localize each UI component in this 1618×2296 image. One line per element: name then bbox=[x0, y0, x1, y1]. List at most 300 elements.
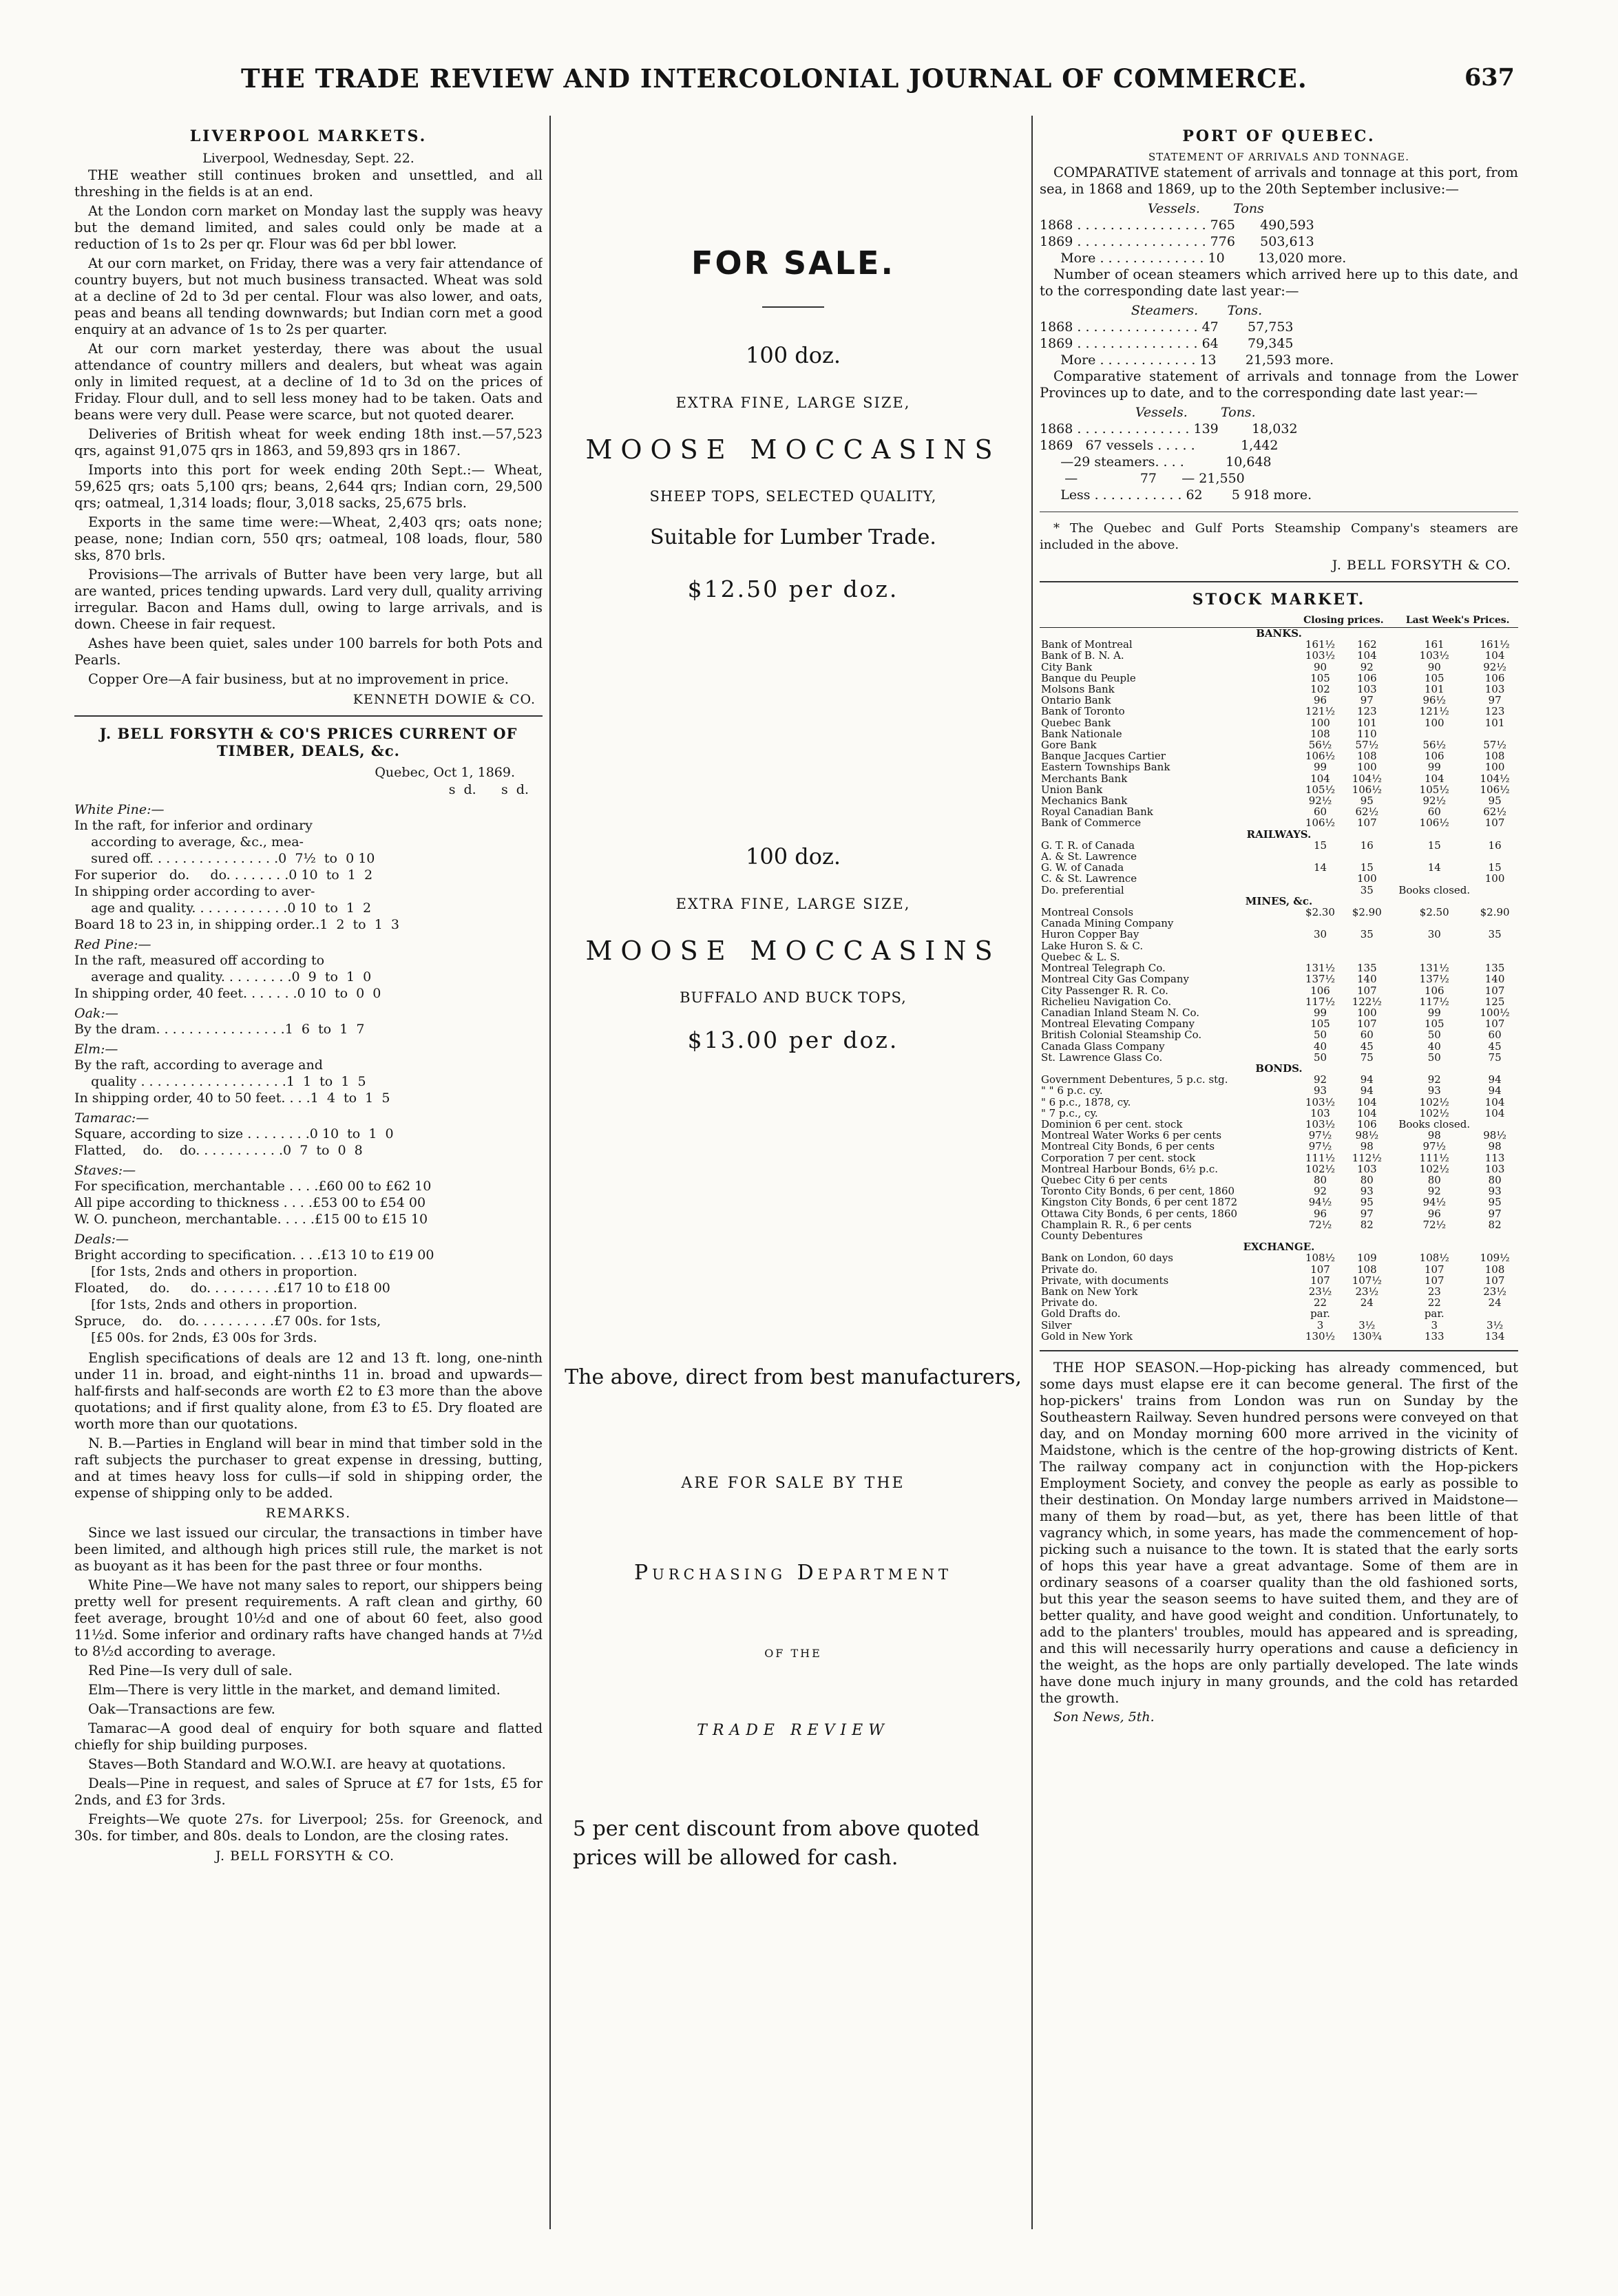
stock-gap bbox=[1390, 1252, 1397, 1263]
stock-closing-low: 108½ bbox=[1305, 1252, 1336, 1264]
stock-last-low: 50 bbox=[1427, 1051, 1441, 1063]
stock-last-low: 80 bbox=[1427, 1174, 1441, 1186]
hop-season-article: THE HOP SEASON.—Hop-picking has already commenced, but some days must elapse ere it can become general. The first of the hop-pickers' trains from London was run on Sunday by the Southeastern Railway. Seven hundred persons were conveyed on that day, and on Monday morning 600 more arrived in the vicinity of Maidstone, which is the centre of the hop-growing districts of Kent. The railway company act in conjunction with the Hop-pickers Employment Society, and convey the people as early as possible to their destination. On Monday large numbers arrived in Maidstone—many of them by road—but, as yet, there has been little of that vagrancy which, in some years, has made the commencement of hop-picking such a nuisance to the town. It is stated that the early sorts of hops this year have a great advantage. Some of them are in ordinary seasons of a coarser quality than the old fashioned sorts, but this year the season seems to have suited them, and they are of better quality, and have good weight and condition. Unfortunately, to add to the planters' troubles, mould has appeared and is spreading, and this will necessarily hurry operations and cause a deficiency in the weight, as the hops are only partially developed. The late winds have done much injury in many grounds, and the cold has retarded the growth. bbox=[1040, 1360, 1518, 1706]
stock-last-high: 97 bbox=[1488, 1208, 1502, 1219]
stock-last-high: 109½ bbox=[1480, 1252, 1510, 1264]
column-right bbox=[1040, 120, 1518, 2241]
stock-last-high bbox=[1471, 885, 1518, 896]
stock-closing-low: 103 bbox=[1310, 1107, 1330, 1119]
ad-spec-2: EXTRA FINE, LARGE SIZE, bbox=[675, 896, 911, 912]
stock-col-gap bbox=[1390, 614, 1397, 628]
stock-name: Gold in New York bbox=[1041, 1330, 1133, 1342]
stock-closing-low: 102 bbox=[1310, 684, 1330, 695]
stock-heading: STOCK MARKET. bbox=[1192, 591, 1366, 609]
stock-last-high: 123 bbox=[1484, 706, 1505, 717]
stock-closing-high: 106 bbox=[1356, 672, 1377, 684]
stock-last-low: 92½ bbox=[1422, 795, 1447, 807]
timber-section-label: Oak:— bbox=[74, 1006, 118, 1021]
stock-gap bbox=[1390, 929, 1397, 940]
stock-closing-low: 131½ bbox=[1305, 962, 1336, 974]
stock-gap bbox=[1390, 1208, 1397, 1219]
stock-closing-low: 105 bbox=[1310, 1018, 1330, 1030]
stock-name: Canada Glass Company bbox=[1041, 1040, 1165, 1052]
stock-name: British Colonial Steamship Co. bbox=[1041, 1029, 1202, 1041]
stock-closing-low: 92½ bbox=[1308, 795, 1332, 807]
stock-closing-high bbox=[1343, 1230, 1390, 1241]
stock-closing-low: 100 bbox=[1310, 717, 1330, 728]
stock-row bbox=[1040, 1275, 1518, 1286]
stock-last-high: 23½ bbox=[1483, 1285, 1506, 1298]
ad-qty-2: 100 doz. bbox=[745, 843, 841, 870]
stock-gap bbox=[1390, 840, 1397, 851]
stock-last-high: 103 bbox=[1484, 1163, 1505, 1175]
stock-row bbox=[1040, 806, 1518, 817]
timber-price-row: Board 18 to 23 in, in shipping order..1 2 to 1 3 bbox=[74, 917, 399, 932]
quebec-table2-head: Steamers. Tons. bbox=[1040, 303, 1263, 318]
stock-row bbox=[1040, 1197, 1518, 1208]
stock-closing-low: 50 bbox=[1313, 1029, 1327, 1041]
stock-last-high: 98 bbox=[1488, 1141, 1502, 1152]
stock-closing-low: 105½ bbox=[1305, 783, 1336, 796]
stock-closing-low: 107 bbox=[1310, 1263, 1330, 1275]
stock-last-high: 104½ bbox=[1480, 772, 1510, 784]
stock-closing-high: 23½ bbox=[1355, 1285, 1379, 1298]
stock-table bbox=[1040, 614, 1518, 1342]
stock-name: City Passenger R. R. Co. bbox=[1041, 984, 1168, 996]
stock-closing-high: 103 bbox=[1356, 684, 1377, 695]
stock-name: Private, with documents bbox=[1041, 1274, 1169, 1286]
stock-name: Mechanics Bank bbox=[1041, 795, 1128, 807]
ad-tops-1: SHEEP TOPS, SELECTED QUALITY, bbox=[649, 488, 937, 505]
stock-row bbox=[1040, 1264, 1518, 1275]
stock-row bbox=[1040, 996, 1518, 1007]
stock-closing-low: 40 bbox=[1313, 1040, 1327, 1052]
divider bbox=[74, 715, 543, 717]
stock-closing-high: 80 bbox=[1360, 1174, 1374, 1186]
stock-last-low: 131½ bbox=[1419, 962, 1449, 974]
stock-name: Corporation 7 per cent. stock bbox=[1041, 1152, 1196, 1163]
ad-of-the: OF THE bbox=[764, 1647, 822, 1660]
stock-name: " 7 p.c., cy. bbox=[1041, 1107, 1098, 1119]
stock-last-low: 106 bbox=[1424, 984, 1444, 996]
stock-closing-high: 97 bbox=[1360, 1208, 1374, 1219]
stock-closing-high: 15 bbox=[1360, 862, 1374, 874]
stock-row bbox=[1040, 1007, 1518, 1018]
stock-name: Royal Canadian Bank bbox=[1041, 806, 1153, 818]
stock-last-low: 94½ bbox=[1422, 1197, 1447, 1208]
remarks-paragraph: Red Pine—Is very dull of sale. bbox=[88, 1663, 293, 1678]
stock-closing-high: 94 bbox=[1360, 1085, 1374, 1097]
timber-section-label: White Pine:— bbox=[74, 802, 165, 817]
liverpool-paragraph: THE weather still continues broken and unsettled, and all threshing in the fields is at an end. bbox=[74, 167, 543, 200]
stock-last-low: 137½ bbox=[1419, 973, 1449, 985]
stock-name: Canada Mining Company bbox=[1041, 918, 1174, 929]
stock-closing-low: 60 bbox=[1313, 806, 1327, 818]
stock-row bbox=[1040, 851, 1518, 862]
stock-last-high: 82 bbox=[1488, 1219, 1502, 1230]
stock-closing-high: 109 bbox=[1356, 1252, 1377, 1264]
page-number: 637 bbox=[1464, 63, 1515, 92]
stock-closing-high: 35 bbox=[1360, 929, 1374, 940]
stock-last-high bbox=[1471, 1230, 1518, 1241]
timber-price-row: sured off. . . . . . . . . . . . . . . .0 7½ to 0 10 bbox=[74, 851, 375, 866]
stock-gap bbox=[1390, 695, 1397, 706]
stock-closing-high: 45 bbox=[1360, 1040, 1374, 1052]
stock-last-high: 101 bbox=[1484, 717, 1505, 728]
stock-last-low: $2.50 bbox=[1419, 907, 1449, 918]
stock-name: " " 6 p.c. cy. bbox=[1041, 1085, 1103, 1097]
stock-gap bbox=[1390, 1007, 1397, 1018]
stock-gap bbox=[1390, 1320, 1397, 1331]
stock-gap bbox=[1390, 1152, 1397, 1163]
stock-closing-high: 100 bbox=[1356, 1007, 1377, 1019]
stock-gap bbox=[1390, 973, 1397, 984]
timber-price-row: For specification, merchantable . . . .£60 00 to £62 10 bbox=[74, 1179, 432, 1194]
liverpool-paragraph: At the London corn market on Monday last the supply was heavy but the demand limited, and sales could only be made at a reduction of 1s to 2s per qr. Flour was 6d per bbl lower. bbox=[74, 203, 543, 252]
stock-closing-low: 108 bbox=[1310, 728, 1330, 740]
stock-last-low bbox=[1397, 951, 1471, 962]
stock-gap bbox=[1390, 1264, 1397, 1275]
stock-name: " 6 p.c., 1878, cy. bbox=[1041, 1096, 1131, 1108]
stock-last-low: 3 bbox=[1431, 1319, 1438, 1331]
stock-last-high: 108 bbox=[1484, 1263, 1505, 1275]
stock-gap bbox=[1390, 1052, 1397, 1063]
stock-gap bbox=[1390, 795, 1397, 806]
timber-price-row: In shipping order, 40 feet. . . . . . .0 10 to 0 0 bbox=[74, 986, 381, 1001]
divider bbox=[762, 306, 824, 308]
stock-gap bbox=[1390, 650, 1397, 661]
stock-group-label: BONDS. bbox=[1255, 1062, 1303, 1075]
quebec-table-row: More . . . . . . . . . . . . . 10 13,020 more. bbox=[1040, 251, 1347, 266]
stock-last-low: 106½ bbox=[1419, 817, 1449, 829]
stock-name: Montreal City Bonds, 6 per cents bbox=[1041, 1141, 1215, 1152]
ad-product-2: MOOSE MOCCASINS bbox=[585, 936, 1001, 966]
ad-tops-2: BUFFALO AND BUCK TOPS, bbox=[680, 989, 907, 1006]
timber-price-row: age and quality. . . . . . . . . . . .0 10 to 1 2 bbox=[74, 901, 372, 916]
stock-name: C. & St. Lawrence bbox=[1041, 873, 1137, 885]
stock-last-high: 107 bbox=[1484, 1018, 1505, 1030]
stock-last-low: 14 bbox=[1427, 862, 1441, 874]
stock-last-high: 62½ bbox=[1483, 806, 1506, 818]
stock-closing-high bbox=[1343, 918, 1390, 929]
stock-last-high: 107 bbox=[1484, 984, 1505, 996]
stock-last-high: 97 bbox=[1488, 695, 1502, 706]
column-left bbox=[74, 120, 543, 2241]
timber-section-label: Elm:— bbox=[74, 1042, 118, 1057]
stock-last-low: Books closed. bbox=[1398, 1118, 1471, 1130]
stock-row bbox=[1040, 1029, 1518, 1040]
liverpool-paragraph: Deliveries of British wheat for week ending 18th inst.—57,523 qrs, against 91,075 qrs in 1863, and 59,893 qrs in 1867. bbox=[74, 426, 543, 459]
stock-row bbox=[1040, 973, 1518, 984]
stock-last-high: 113 bbox=[1484, 1152, 1505, 1163]
stock-closing-high: 135 bbox=[1356, 962, 1377, 974]
stock-name: Toronto City Bonds, 6 per cent, 1860 bbox=[1041, 1186, 1235, 1197]
stock-closing-low: 97½ bbox=[1308, 1130, 1332, 1141]
timber-dateline: Quebec, Oct 1, 1869. bbox=[375, 765, 515, 780]
stock-name: Bank on London, 60 days bbox=[1041, 1252, 1173, 1264]
stock-row bbox=[1040, 1108, 1518, 1119]
stock-last-high: 100 bbox=[1484, 873, 1505, 885]
remarks-paragraph: Oak—Transactions are few. bbox=[88, 1701, 275, 1717]
quebec-table-row: —29 steamers. . . . 10,648 bbox=[1040, 454, 1272, 470]
stock-closing-high: 104 bbox=[1356, 1096, 1377, 1108]
stock-gap bbox=[1390, 1219, 1397, 1230]
stock-row bbox=[1040, 907, 1518, 918]
stock-last-high: 45 bbox=[1488, 1040, 1502, 1052]
stock-row bbox=[1040, 951, 1518, 962]
stock-name: County Debentures bbox=[1041, 1230, 1143, 1242]
stock-closing-high: 112½ bbox=[1352, 1152, 1382, 1163]
stock-last-low: 102½ bbox=[1419, 1163, 1449, 1175]
timber-price-list bbox=[74, 802, 543, 1346]
stock-row bbox=[1040, 1208, 1518, 1219]
timber-price-row: [£5 00s. for 2nds, £3 00s for 3rds. bbox=[74, 1330, 317, 1345]
stock-row bbox=[1040, 918, 1518, 929]
stock-gap bbox=[1390, 1085, 1397, 1096]
stock-name: Ottawa City Bonds, 6 per cents, 1860 bbox=[1041, 1208, 1238, 1219]
stock-last-high: 135 bbox=[1484, 962, 1505, 974]
stock-closing-high: 93 bbox=[1360, 1186, 1374, 1197]
stock-name: Montreal Harbour Bonds, 6½ p.c. bbox=[1041, 1163, 1218, 1175]
stock-row bbox=[1040, 1018, 1518, 1029]
quebec-table-row: 1868 . . . . . . . . . . . . . . 139 18,032 bbox=[1040, 421, 1298, 436]
stock-closing-low bbox=[1297, 873, 1344, 884]
stock-last-low: 117½ bbox=[1419, 996, 1449, 1007]
liverpool-heading: LIVERPOOL MARKETS. bbox=[189, 127, 428, 145]
stock-last-low: 111½ bbox=[1419, 1152, 1449, 1163]
quebec-steamers-intro: Number of ocean steamers which arrived here up to this date, and to the corresponding date last year:— bbox=[1040, 266, 1518, 299]
stock-row bbox=[1040, 695, 1518, 706]
stock-last-low: 99 bbox=[1427, 1007, 1441, 1019]
running-head: THE TRADE REVIEW AND INTERCOLONIAL JOURNAL OF COMMERCE. bbox=[241, 63, 1307, 94]
stock-name: Montreal City Gas Company bbox=[1041, 973, 1189, 985]
stock-closing-low: 106 bbox=[1310, 984, 1330, 996]
stock-last-high: 60 bbox=[1488, 1029, 1502, 1041]
stock-last-low: 72½ bbox=[1422, 1219, 1447, 1230]
stock-last-high: 100 bbox=[1484, 761, 1505, 773]
stock-row bbox=[1040, 817, 1518, 828]
stock-last-high: 134 bbox=[1484, 1330, 1505, 1342]
stock-gap bbox=[1390, 1275, 1397, 1286]
stock-last-low: par. bbox=[1424, 1308, 1444, 1320]
stock-last-low: 98 bbox=[1427, 1130, 1441, 1141]
remarks-paragraph: Staves—Both Standard and W.O.W.I. are heavy at quotations. bbox=[88, 1756, 506, 1772]
stock-last-low: 103½ bbox=[1419, 650, 1449, 662]
stock-closing-low: 23½ bbox=[1308, 1285, 1332, 1298]
stock-row bbox=[1040, 750, 1518, 761]
remarks-paragraph: White Pine—We have not many sales to report, our shippers being pretty well for present requirements. A raft clean and girthy, 60 feet average, brought 10½d and one of about 60 feet, also good 11½d. Some inferior and ordinary rafts have changed hands at 7½d to 8½d according to average. bbox=[74, 1577, 543, 1659]
stock-row bbox=[1040, 962, 1518, 973]
stock-name: Gold Drafts do. bbox=[1041, 1308, 1121, 1320]
stock-name: Private do. bbox=[1041, 1297, 1098, 1309]
liverpool-paragraph: Ashes have been quiet, sales under 100 barrels for both Pots and Pearls. bbox=[74, 635, 543, 668]
timber-section-label: Red Pine:— bbox=[74, 937, 151, 952]
stock-closing-low: 105 bbox=[1310, 672, 1330, 684]
stock-name: G. T. R. of Canada bbox=[1041, 839, 1135, 852]
stock-row bbox=[1040, 1186, 1518, 1197]
stock-last-high: 125 bbox=[1484, 996, 1505, 1007]
stock-closing-low: 99 bbox=[1313, 1007, 1327, 1019]
quebec-provinces-intro: Comparative statement of arrivals and tonnage from the Lower Provinces up to date, and to the corresponding date last year:— bbox=[1040, 368, 1518, 401]
stock-name: St. Lawrence Glass Co. bbox=[1041, 1051, 1163, 1063]
stock-name: Dominion 6 per cent. stock bbox=[1041, 1118, 1183, 1130]
stock-last-high: 106 bbox=[1484, 672, 1505, 684]
stock-closing-low: 104 bbox=[1310, 772, 1330, 784]
stock-name: Bank Nationale bbox=[1041, 728, 1122, 740]
timber-price-row: By the raft, according to average and bbox=[74, 1057, 323, 1073]
stock-last-high: $2.90 bbox=[1480, 907, 1510, 918]
stock-name: Banque Jacques Cartier bbox=[1041, 750, 1166, 762]
stock-last-low: 102½ bbox=[1419, 1096, 1449, 1108]
stock-last-high: 35 bbox=[1488, 929, 1502, 940]
timber-price-row: Floated, do. do. . . . . . . . .£17 10 to £18 00 bbox=[74, 1281, 390, 1296]
stock-row bbox=[1040, 739, 1518, 750]
stock-closing-high: 95 bbox=[1360, 1197, 1374, 1208]
stock-name: Private do. bbox=[1041, 1263, 1098, 1275]
stock-last-low: 133 bbox=[1424, 1330, 1444, 1342]
stock-closing-low: 106½ bbox=[1305, 817, 1336, 829]
stock-closing-high: 130¾ bbox=[1352, 1330, 1382, 1342]
stock-gap bbox=[1390, 706, 1397, 717]
stock-closing-low: 121½ bbox=[1305, 706, 1336, 717]
stock-gap bbox=[1390, 684, 1397, 695]
stock-gap bbox=[1390, 940, 1397, 951]
quebec-table-row: 1869 . . . . . . . . . . . . . . . . 776 503,613 bbox=[1040, 234, 1314, 249]
stock-closing-high: 162 bbox=[1356, 639, 1377, 651]
stock-closing-high bbox=[1343, 940, 1390, 951]
stock-last-high: 15 bbox=[1488, 862, 1502, 874]
stock-last-low: 101 bbox=[1424, 684, 1444, 695]
stock-gap bbox=[1390, 862, 1397, 873]
timber-price-row: By the dram. . . . . . . . . . . . . . . .1 6 to 1 7 bbox=[74, 1022, 365, 1037]
timber-price-row: In the raft, for inferior and ordinary bbox=[74, 818, 313, 833]
stock-closing-low: 96 bbox=[1313, 695, 1327, 706]
quebec-signature: J. BELL FORSYTH & CO. bbox=[1332, 558, 1511, 573]
stock-row bbox=[1040, 1119, 1518, 1130]
stock-last-high: 16 bbox=[1488, 839, 1502, 852]
timber-price-row: In shipping order according to aver- bbox=[74, 884, 315, 899]
stock-gap bbox=[1390, 1186, 1397, 1197]
stock-closing-low: 22 bbox=[1313, 1297, 1327, 1309]
ad-suitable: Suitable for Lumber Trade. bbox=[650, 525, 936, 549]
ad-trade-review: TRADE REVIEW bbox=[697, 1722, 890, 1739]
ad-title: FOR SALE. bbox=[691, 244, 895, 282]
stock-closing-low bbox=[1297, 951, 1344, 962]
stock-name: Quebec Bank bbox=[1041, 717, 1111, 728]
stock-gap bbox=[1390, 773, 1397, 784]
stock-closing-low: 97½ bbox=[1308, 1141, 1332, 1152]
stock-group-row bbox=[1040, 896, 1518, 907]
stock-closing-low: 93 bbox=[1313, 1085, 1327, 1097]
stock-name: Bank of Commerce bbox=[1041, 817, 1142, 829]
stock-name: Richelieu Navigation Co. bbox=[1041, 996, 1172, 1007]
stock-last-high: 24 bbox=[1488, 1297, 1502, 1309]
stock-name: G. W. of Canada bbox=[1041, 862, 1124, 874]
stock-name: Eastern Townships Bank bbox=[1041, 761, 1170, 773]
ad-spec-1: EXTRA FINE, LARGE SIZE, bbox=[675, 394, 911, 411]
stock-closing-low: 56½ bbox=[1308, 739, 1332, 751]
stock-name: A. & St. Lawrence bbox=[1041, 851, 1137, 863]
stock-closing-low: 72½ bbox=[1308, 1219, 1332, 1230]
quebec-table-row: 1869 67 vessels . . . . . 1,442 bbox=[1040, 438, 1279, 453]
stock-gap bbox=[1390, 673, 1397, 684]
liverpool-paragraph: Exports in the same time were:—Wheat, 2,403 qrs; oats none; pease, none; Indian corn, 550 qrs; oatmeal, 108 loads, flour, 580 sks, 870 brls. bbox=[74, 514, 543, 563]
stock-closing-low bbox=[1297, 851, 1344, 862]
stock-closing-low: 103½ bbox=[1305, 1118, 1336, 1130]
liverpool-signature: KENNETH DOWIE & CO. bbox=[353, 692, 536, 707]
stock-last-high bbox=[1471, 951, 1518, 962]
stock-name: Montreal Water Works 6 per cents bbox=[1041, 1130, 1222, 1141]
stock-last-low: 107 bbox=[1424, 1274, 1444, 1286]
remarks-paragraph: Deals—Pine in request, and sales of Spruce at £7 for 1sts, £5 for 2nds, and £3 for 3rds. bbox=[74, 1776, 543, 1808]
stock-name: Silver bbox=[1041, 1319, 1072, 1331]
stock-row bbox=[1040, 1230, 1518, 1241]
timber-price-row: In the raft, measured off according to bbox=[74, 953, 325, 968]
stock-last-low bbox=[1397, 940, 1471, 951]
liverpool-paragraph: Imports into this port for week ending 20th Sept.:— Wheat, 59,625 qrs; oats 5,100 qrs; beans, 2,644 qrs; Indian corn, 29,500 qrs; oatmeal, 1,314 loads; flour, 3,018 sacks, 25,675 brls. bbox=[74, 462, 543, 511]
stock-closing-low: 107 bbox=[1310, 1274, 1330, 1286]
stock-row bbox=[1040, 1308, 1518, 1319]
stock-row bbox=[1040, 1097, 1518, 1108]
stock-group-row bbox=[1040, 628, 1518, 640]
stock-closing-high: 97 bbox=[1360, 695, 1374, 706]
stock-last-high: 57½ bbox=[1483, 739, 1506, 751]
divider bbox=[1040, 581, 1518, 582]
ad-direct: The above, direct from best manufacturers, bbox=[565, 1365, 1022, 1389]
stock-gap bbox=[1390, 784, 1397, 795]
stock-row bbox=[1040, 717, 1518, 728]
quebec-table3-head: Vessels. Tons. bbox=[1040, 405, 1256, 420]
stock-closing-low: par. bbox=[1310, 1308, 1330, 1320]
stock-row bbox=[1040, 1130, 1518, 1141]
stock-closing-low: 30 bbox=[1313, 929, 1327, 940]
stock-group-row bbox=[1040, 829, 1518, 840]
stock-gap bbox=[1390, 907, 1397, 918]
stock-last-low bbox=[1397, 918, 1471, 929]
stock-name: Huron Copper Bay bbox=[1041, 929, 1139, 940]
stock-name: Montreal Elevating Company bbox=[1041, 1018, 1195, 1030]
stock-row bbox=[1040, 1085, 1518, 1096]
stock-last-low bbox=[1397, 851, 1471, 862]
stock-closing-high: 3½ bbox=[1358, 1319, 1376, 1331]
stock-group-row bbox=[1040, 1241, 1518, 1252]
stock-last-low: 161 bbox=[1424, 639, 1444, 651]
stock-last-high bbox=[1471, 728, 1518, 739]
stock-last-low: 97½ bbox=[1422, 1141, 1447, 1152]
stock-col-closing: Closing prices. bbox=[1297, 614, 1391, 628]
stock-name: Bank of Montreal bbox=[1041, 639, 1133, 651]
stock-last-low: 106 bbox=[1424, 750, 1444, 762]
stock-last-high: 3½ bbox=[1486, 1319, 1504, 1331]
stock-closing-low: 102½ bbox=[1305, 1163, 1336, 1175]
stock-row bbox=[1040, 985, 1518, 996]
quebec-table-row: 1869 . . . . . . . . . . . . . . . 64 79,345 bbox=[1040, 336, 1294, 351]
quebec-table3 bbox=[1040, 421, 1518, 503]
stock-row bbox=[1040, 639, 1518, 650]
timber-heading: J. BELL FORSYTH & CO'S PRICES CURRENT OF TIMBER, DEALS, &c. bbox=[99, 725, 518, 759]
stock-closing-high: 98 bbox=[1360, 1141, 1374, 1152]
timber-signature: J. BELL FORSYTH & CO. bbox=[215, 1849, 395, 1864]
stock-name: City Bank bbox=[1041, 661, 1093, 673]
stock-gap bbox=[1390, 851, 1397, 862]
timber-price-row: Flatted, do. do. . . . . . . . . . .0 7 to 0 8 bbox=[74, 1143, 363, 1158]
stock-closing-high bbox=[1343, 951, 1390, 962]
liverpool-dateline: Liverpool, Wednesday, Sept. 22. bbox=[202, 151, 414, 166]
stock-closing-high: 103 bbox=[1356, 1163, 1377, 1175]
stock-last-low: Books closed. bbox=[1398, 884, 1471, 896]
stock-row bbox=[1040, 1320, 1518, 1331]
stock-gap bbox=[1390, 750, 1397, 761]
